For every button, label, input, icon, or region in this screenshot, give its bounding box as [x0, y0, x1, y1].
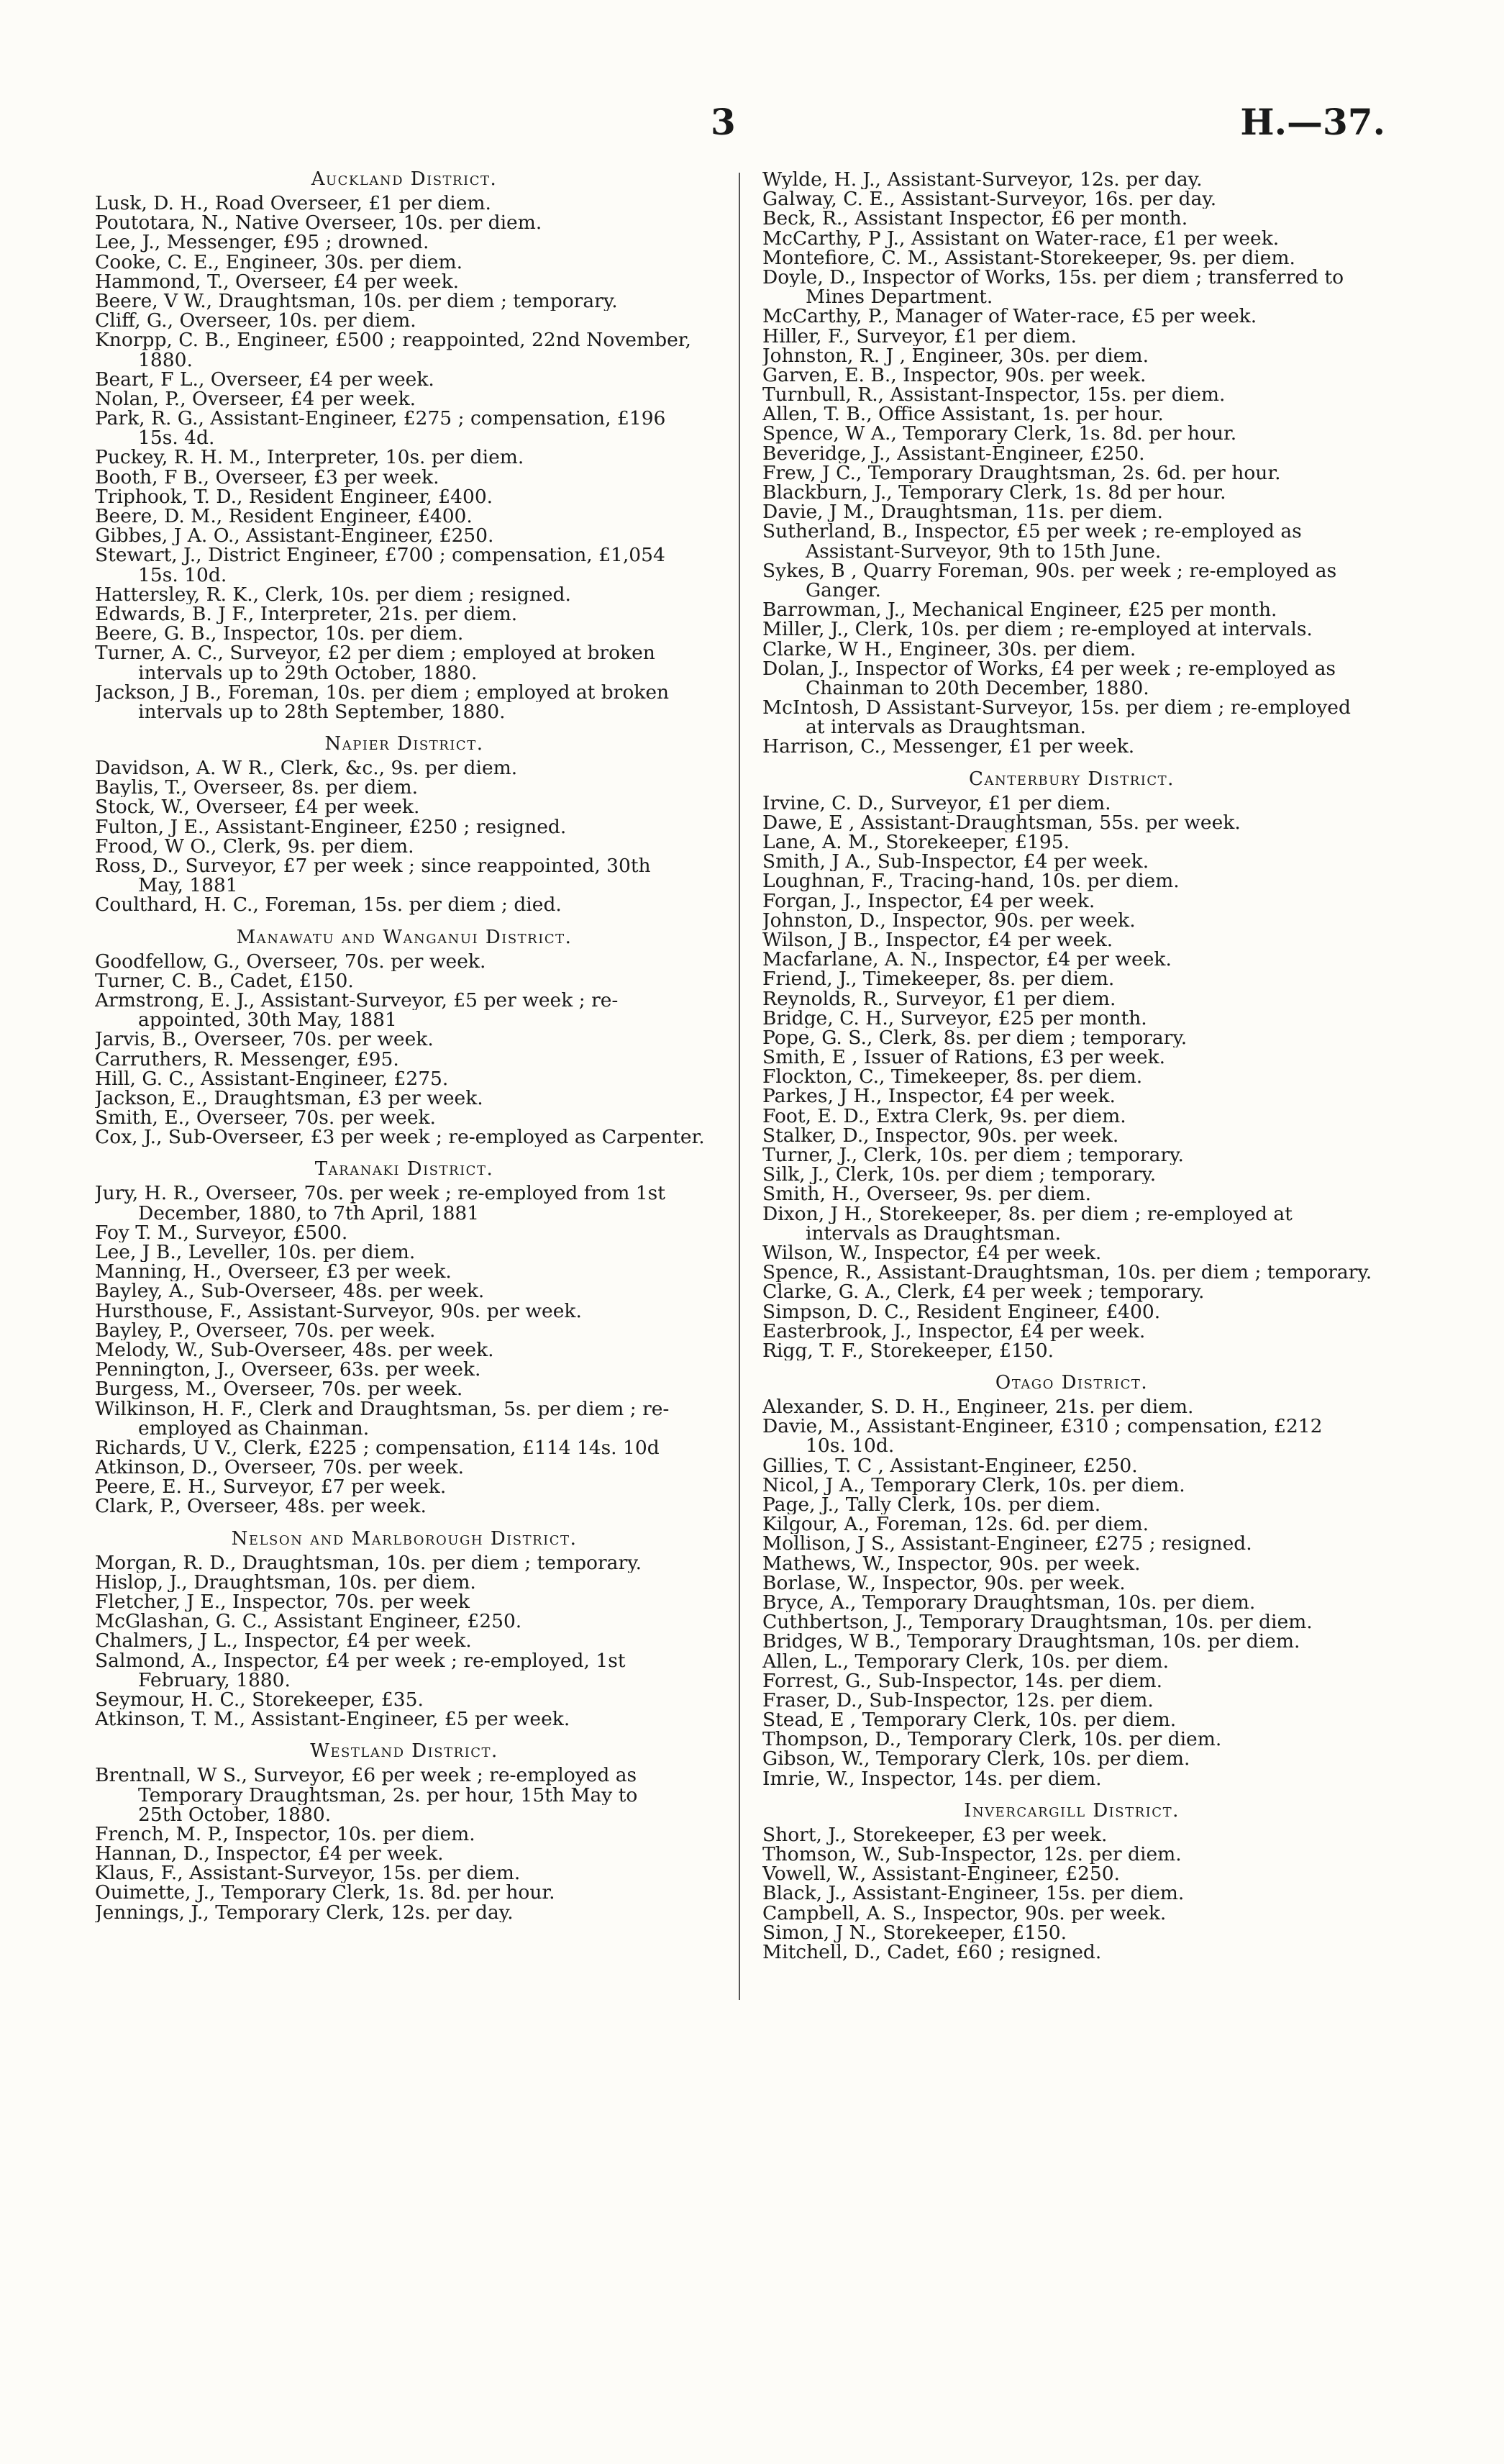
staff-entry-line: Beveridge, J., Assistant-Engineer, £250. — [762, 443, 1145, 463]
staff-entry-line: Frew, J C., Temporary Draughtsman, 2s. 6d. per hour. — [762, 463, 1281, 483]
staff-entry-line: Brentnall, W S., Surveyor, £6 per week ; re-employed as — [95, 1765, 637, 1786]
staff-entry-line: Blackburn, J., Temporary Clerk, 1s. 8d per hour. — [762, 483, 1226, 503]
staff-entry-line: McCarthy, P J., Assistant on Water-race, £1 per week. — [762, 228, 1280, 248]
staff-entry-line: Park, R. G., Assistant-Engineer, £275 ; compensation, £196 — [95, 409, 666, 429]
staff-entry-line: Stewart, J., District Engineer, £700 ; compensation, £1,054 — [95, 545, 665, 565]
district-heading: Invercargill District. — [964, 1799, 1180, 1822]
staff-entry-line: Lusk, D. H., Road Overseer, £1 per diem. — [95, 194, 491, 214]
staff-entry-line: Richards, U V., Clerk, £225 ; compensation, £114 14s. 10d — [95, 1437, 660, 1458]
staff-entry-line: Cox, J., Sub-Overseer, £3 per week ; re-employed as Carpenter. — [95, 1127, 705, 1147]
staff-entry-line: Hannan, D., Inspector, £4 per week. — [95, 1844, 444, 1864]
staff-entry-line: appointed, 30th May, 1881 — [138, 1010, 397, 1030]
staff-entry-line: Barrowman, J., Mechanical Engineer, £25 per month. — [762, 600, 1277, 620]
page-number: 3 — [711, 101, 737, 143]
staff-entry-line: Forrest, G., Sub-Inspector, 14s. per diem. — [762, 1670, 1163, 1691]
staff-entry-line: Silk, J., Clerk, 10s. per diem ; temporary. — [762, 1165, 1157, 1185]
staff-entry-line: Macfarlane, A. N., Inspector, £4 per week. — [762, 950, 1172, 970]
staff-entry-line: Assistant-Surveyor, 9th to 15th June. — [806, 541, 1162, 561]
staff-entry-line: Spence, W A., Temporary Clerk, 1s. 8d. per hour. — [762, 424, 1237, 444]
staff-entry-line: Lee, J B., Leveller, 10s. per diem. — [95, 1242, 416, 1263]
right-column — [762, 170, 1381, 1962]
staff-entry-line: Wilkinson, H. F., Clerk and Draughtsman, 5s. per diem ; re- — [95, 1399, 670, 1419]
staff-entry-line: Booth, F B., Overseer, £3 per week. — [95, 467, 439, 487]
district-section — [95, 170, 714, 722]
staff-entry-line: Gibbes, J A. O., Assistant-Engineer, £250. — [95, 526, 494, 546]
staff-entry-line: Temporary Draughtsman, 2s. per hour, 15th May to — [138, 1785, 638, 1805]
staff-entry-line: February, 1880. — [138, 1670, 291, 1690]
staff-entry-line: Jury, H. R., Overseer, 70s. per week ; re-employed from 1st — [95, 1183, 665, 1204]
staff-entry-line: Stalker, D., Inspector, 90s. per week. — [762, 1125, 1119, 1145]
staff-entry-line: Mitchell, D., Cadet, £60 ; resigned. — [762, 1942, 1102, 1963]
staff-entry-line: Davie, M., Assistant-Engineer, £310 ; compensation, £212 — [762, 1417, 1323, 1437]
district-section — [95, 928, 714, 1147]
staff-entry-line: Fulton, J E., Assistant-Engineer, £250 ; resigned. — [95, 817, 567, 837]
staff-entry-line: Ganger. — [806, 580, 881, 601]
staff-entry-line: Salmond, A., Inspector, £4 per week ; re-employed, 1st — [95, 1650, 626, 1670]
staff-entry-line: Bridge, C. H., Surveyor, £25 per month. — [762, 1008, 1147, 1028]
staff-entry-line: Stead, E , Temporary Clerk, 10s. per diem. — [762, 1710, 1177, 1730]
staff-entry-line: Mathews, W., Inspector, 90s. per week. — [762, 1553, 1141, 1573]
staff-entry-line: Smith, H., Overseer, 9s. per diem. — [762, 1184, 1092, 1204]
staff-entry-line: Alexander, S. D. H., Engineer, 21s. per diem. — [762, 1397, 1194, 1417]
staff-entry-line: Cooke, C. E., Engineer, 30s. per diem. — [95, 252, 463, 272]
staff-entry-line: intervals up to 29th October, 1880. — [138, 663, 478, 683]
staff-entry-line: Dixon, J H., Storekeeper, 8s. per diem ; re-employed at — [762, 1204, 1293, 1224]
staff-entry-line: Simpson, D. C., Resident Engineer, £400. — [762, 1301, 1161, 1322]
staff-entry-line: 25th October, 1880. — [138, 1804, 332, 1824]
staff-entry-line: Pope, G. S., Clerk, 8s. per diem ; temporary. — [762, 1027, 1188, 1048]
staff-entry-line: Wilson, J B., Inspector, £4 per week. — [762, 929, 1113, 950]
staff-entry-line: Foy T. M., Surveyor, £500. — [95, 1222, 348, 1242]
staff-entry-line: employed as Chainman. — [138, 1418, 370, 1438]
staff-entry-line: Cuthbertson, J., Temporary Draughtsman, 10s. per diem. — [762, 1612, 1313, 1632]
staff-entry-line: Beck, R., Assistant Inspector, £6 per month. — [762, 209, 1188, 229]
district-heading: Otago District. — [995, 1372, 1149, 1394]
staff-entry-line: Black, J., Assistant-Engineer, 15s. per diem. — [762, 1883, 1185, 1904]
staff-entry-line: Hammond, T., Overseer, £4 per week. — [95, 271, 460, 291]
district-section — [95, 1160, 714, 1516]
staff-entry-line: Jackson, J B., Foreman, 10s. per diem ; employed at broken — [95, 682, 670, 702]
staff-entry-line: Allen, L., Temporary Clerk, 10s. per diem. — [762, 1651, 1170, 1671]
staff-entry-line: Davie, J M., Draughtsman, 11s. per diem. — [762, 502, 1163, 522]
staff-entry-line: Galway, C. E., Assistant-Surveyor, 16s. per day. — [762, 189, 1217, 209]
staff-entry-line: Clarke, W H., Engineer, 30s. per diem. — [762, 639, 1136, 659]
staff-entry-line: Jarvis, B., Overseer, 70s. per week. — [95, 1029, 434, 1050]
staff-entry-line: Gillies, T. C , Assistant-Engineer, £250. — [762, 1455, 1138, 1476]
staff-entry-line: Sykes, B , Quarry Foreman, 90s. per week ; re-employed as — [762, 560, 1337, 581]
staff-entry-line: Loughnan, F., Tracing-hand, 10s. per diem. — [762, 871, 1180, 891]
staff-entry-line: Jennings, J., Temporary Clerk, 12s. per day. — [95, 1902, 514, 1922]
column-divider — [739, 173, 740, 2000]
staff-entry-line: Carruthers, R. Messenger, £95. — [95, 1049, 399, 1069]
staff-entry-line: Forgan, J., Inspector, £4 per week. — [762, 891, 1095, 911]
staff-entry-line: Coulthard, H. C., Foreman, 15s. per diem ; died. — [95, 895, 562, 915]
staff-entry-line: Foot, E. D., Extra Clerk, 9s. per diem. — [762, 1106, 1126, 1126]
staff-entry-line: Bayley, A., Sub-Overseer, 48s. per week. — [95, 1281, 485, 1301]
staff-entry-line: Thomson, W., Sub-Inspector, 12s. per diem. — [762, 1845, 1182, 1865]
staff-entry-line: Bayley, P., Overseer, 70s. per week. — [95, 1320, 436, 1340]
staff-entry-line: Seymour, H. C., Storekeeper, £35. — [95, 1689, 424, 1710]
staff-entry-line: Wilson, W., Inspector, £4 per week. — [762, 1242, 1102, 1263]
staff-entry-line: Dawe, E , Assistant-Draughtsman, 55s. per week. — [762, 812, 1241, 832]
staff-entry-line: Johnston, D., Inspector, 90s. per week. — [762, 910, 1136, 930]
staff-entry-line: Nicol, J A., Temporary Clerk, 10s. per diem. — [762, 1475, 1185, 1495]
staff-entry-line: Turnbull, R., Assistant-Inspector, 15s. per diem. — [762, 385, 1226, 405]
staff-entry-line: at intervals as Draughtsman. — [806, 717, 1086, 737]
district-section — [762, 1801, 1381, 1962]
staff-entry-line: Rigg, T. F., Storekeeper, £150. — [762, 1340, 1054, 1361]
staff-entry-line: Bryce, A., Temporary Draughtsman, 10s. per diem. — [762, 1592, 1256, 1613]
staff-entry-line: Atkinson, D., Overseer, 70s. per week. — [95, 1458, 465, 1478]
staff-entry-line: Beere, V W., Draughtsman, 10s. per diem ; temporary. — [95, 291, 618, 312]
staff-entry-line: Doyle, D., Inspector of Works, 15s. per diem ; transferred to — [762, 267, 1344, 288]
staff-entry-line: Klaus, F., Assistant-Surveyor, 15s. per diem. — [95, 1863, 521, 1883]
staff-entry-line: Harrison, C., Messenger, £1 per week. — [762, 737, 1135, 757]
staff-entry-line: Armstrong, E. J., Assistant-Surveyor, £5 per week ; re- — [95, 990, 619, 1011]
staff-entry-line: Fraser, D., Sub-Inspector, 12s. per diem. — [762, 1690, 1154, 1711]
district-heading: Auckland District. — [311, 168, 498, 190]
district-heading: Nelson and Marlborough District. — [231, 1527, 578, 1550]
district-section — [95, 1742, 714, 1922]
staff-entry-line: May, 1881 — [138, 876, 238, 896]
staff-entry-line: Cliff, G., Overseer, 10s. per diem. — [95, 311, 416, 331]
staff-entry-line: Beere, G. B., Inspector, 10s. per diem. — [95, 624, 464, 644]
staff-entry-line: Montefiore, C. M., Assistant-Storekeeper, 9s. per diem. — [762, 247, 1295, 268]
staff-entry-line: Easterbrook, J., Inspector, £4 per week. — [762, 1321, 1146, 1341]
district-section — [762, 170, 1381, 757]
staff-entry-line: Allen, T. B., Office Assistant, 1s. per hour. — [762, 404, 1164, 424]
staff-entry-line: Chainman to 20th December, 1880. — [806, 678, 1149, 699]
staff-entry-line: December, 1880, to 7th April, 1881 — [138, 1203, 480, 1223]
staff-entry-line: Hattersley, R. K., Clerk, 10s. per diem ; resigned. — [95, 584, 571, 604]
staff-entry-line: Melody, W., Sub-Overseer, 48s. per week. — [95, 1340, 494, 1360]
staff-entry-line: Reynolds, R., Surveyor, £1 per diem. — [762, 988, 1116, 1009]
left-column — [95, 170, 714, 1922]
district-section — [95, 1529, 714, 1729]
staff-entry-line: Triphook, T. D., Resident Engineer, £400. — [95, 486, 493, 506]
staff-entry-line: Friend, J., Timekeeper, 8s. per diem. — [762, 969, 1115, 989]
district-heading: Westland District. — [310, 1740, 498, 1763]
staff-entry-line: McCarthy, P., Manager of Water-race, £5 per week. — [762, 306, 1257, 327]
staff-entry-line: Chalmers, J L., Inspector, £4 per week. — [95, 1631, 472, 1651]
staff-entry-line: 15s. 10d. — [138, 565, 227, 585]
staff-entry-line: Atkinson, T. M., Assistant-Engineer, £5 per week. — [95, 1709, 570, 1729]
staff-entry-line: Manning, H., Overseer, £3 per week. — [95, 1262, 452, 1282]
district-section — [762, 1373, 1381, 1788]
staff-entry-line: Turner, J., Clerk, 10s. per diem ; temporary. — [762, 1145, 1184, 1165]
staff-entry-line: McGlashan, G. C., Assistant Engineer, £250. — [95, 1611, 522, 1632]
staff-entry-line: Sutherland, B., Inspector, £5 per week ; re-employed as — [762, 522, 1302, 542]
staff-entry-line: French, M. P., Inspector, 10s. per diem. — [95, 1824, 475, 1845]
staff-entry-line: Beart, F L., Overseer, £4 per week. — [95, 369, 434, 389]
staff-entry-line: Miller, J., Clerk, 10s. per diem ; re-employed at intervals. — [762, 619, 1313, 640]
staff-entry-line: Spence, R., Assistant-Draughtsman, 10s. per diem ; temporary. — [762, 1263, 1372, 1283]
staff-entry-line: Peere, E. H., Surveyor, £7 per week. — [95, 1477, 447, 1497]
staff-entry-line: Davidson, A. W R., Clerk, &c., 9s. per diem. — [95, 758, 518, 778]
staff-entry-line: 10s. 10d. — [806, 1436, 895, 1456]
staff-entry-line: Campbell, A. S., Inspector, 90s. per week. — [762, 1903, 1167, 1923]
district-section — [762, 770, 1381, 1360]
staff-entry-line: Gibson, W., Temporary Clerk, 10s. per diem. — [762, 1749, 1190, 1769]
staff-entry-line: Flockton, C., Timekeeper, 8s. per diem. — [762, 1067, 1143, 1087]
staff-entry-line: Parkes, J H., Inspector, £4 per week. — [762, 1086, 1116, 1106]
staff-entry-line: Clarke, G. A., Clerk, £4 per week ; temporary. — [762, 1282, 1205, 1302]
staff-entry-line: Imrie, W., Inspector, 14s. per diem. — [762, 1768, 1102, 1788]
staff-entry-line: Short, J., Storekeeper, £3 per week. — [762, 1824, 1108, 1845]
staff-entry-line: Thompson, D., Temporary Clerk, 10s. per diem. — [762, 1729, 1222, 1750]
staff-entry-line: 15s. 4d. — [138, 428, 215, 448]
staff-entry-line: Turner, A. C., Surveyor, £2 per diem ; employed at broken — [95, 643, 655, 663]
staff-entry-line: Morgan, R. D., Draughtsman, 10s. per diem ; temporary. — [95, 1552, 642, 1573]
document-id: H.—37. — [1240, 101, 1385, 143]
staff-entry-line: Burgess, M., Overseer, 70s. per week. — [95, 1379, 463, 1399]
staff-entry-line: Lee, J., Messenger, £95 ; drowned. — [95, 232, 429, 253]
staff-entry-line: Clark, P., Overseer, 48s. per week. — [95, 1496, 427, 1517]
staff-entry-line: Smith, E., Overseer, 70s. per week. — [95, 1108, 436, 1128]
staff-entry-line: Lane, A. M., Storekeeper, £195. — [762, 832, 1070, 853]
staff-entry-line: Vowell, W., Assistant-Engineer, £250. — [762, 1864, 1120, 1884]
staff-entry-line: Hislop, J., Draughtsman, 10s. per diem. — [95, 1572, 476, 1592]
staff-entry-line: Jackson, E., Draughtsman, £3 per week. — [95, 1088, 483, 1109]
staff-entry-line: Mines Department. — [806, 287, 993, 307]
staff-entry-line: Beere, D. M., Resident Engineer, £400. — [95, 506, 473, 527]
staff-entry-line: McIntosh, D Assistant-Surveyor, 15s. per diem ; re-employed — [762, 698, 1351, 718]
district-heading: Canterbury District. — [969, 768, 1175, 790]
staff-entry-line: Irvine, C. D., Surveyor, £1 per diem. — [762, 793, 1111, 813]
staff-entry-line: Bridges, W B., Temporary Draughtsman, 10s. per diem. — [762, 1632, 1300, 1652]
staff-entry-line: intervals as Draughtsman. — [806, 1223, 1062, 1243]
staff-entry-line: Smith, E , Issuer of Rations, £3 per week. — [762, 1047, 1165, 1068]
staff-entry-line: Ross, D., Surveyor, £7 per week ; since reappointed, 30th — [95, 856, 651, 876]
staff-entry-line: Johnston, R. J , Engineer, 30s. per diem. — [762, 345, 1149, 365]
staff-entry-line: intervals up to 28th September, 1880. — [138, 701, 506, 722]
staff-entry-line: Borlase, W., Inspector, 90s. per week. — [762, 1573, 1126, 1593]
staff-entry-line: Hiller, F., Surveyor, £1 per diem. — [762, 326, 1077, 346]
staff-entry-line: Hursthouse, F., Assistant-Surveyor, 90s. per week. — [95, 1301, 582, 1321]
staff-entry-line: Simon, J N., Storekeeper, £150. — [762, 1922, 1067, 1942]
staff-entry-line: Ouimette, J., Temporary Clerk, 1s. 8d. per hour. — [95, 1883, 555, 1903]
district-heading: Napier District. — [324, 733, 484, 755]
staff-entry-line: Kilgour, A., Foreman, 12s. 6d. per diem. — [762, 1514, 1149, 1535]
staff-entry-line: Dolan, J., Inspector of Works, £4 per week ; re-employed as — [762, 658, 1336, 678]
staff-entry-line: Knorpp, C. B., Engineer, £500 ; reappointed, 22nd November, — [95, 330, 691, 350]
staff-entry-line: Turner, C. B., Cadet, £150. — [95, 970, 354, 991]
staff-entry-line: Edwards, B. J F., Interpreter, 21s. per diem. — [95, 604, 518, 624]
staff-entry-line: Page, J., Tally Clerk, 10s. per diem. — [762, 1495, 1101, 1515]
district-heading: Manawatu and Wanganui District. — [236, 926, 573, 948]
staff-entry-line: Smith, J A., Sub-Inspector, £4 per week. — [762, 852, 1149, 872]
staff-entry-line: Fletcher, J E., Inspector, 70s. per week — [95, 1592, 470, 1612]
staff-entry-line: Mollison, J S., Assistant-Engineer, £275 ; resigned. — [762, 1534, 1252, 1554]
staff-entry-line: Goodfellow, G., Overseer, 70s. per week. — [95, 951, 486, 971]
staff-entry-line: Poutotara, N., Native Overseer, 10s. per diem. — [95, 213, 542, 233]
staff-entry-line: Stock, W., Overseer, £4 per week. — [95, 797, 420, 817]
staff-entry-line: Nolan, P., Overseer, £4 per week. — [95, 388, 416, 409]
staff-entry-line: Baylis, T., Overseer, 8s. per diem. — [95, 778, 419, 798]
district-heading: Taranaki District. — [314, 1158, 494, 1181]
staff-entry-line: Pennington, J., Overseer, 63s. per week. — [95, 1360, 481, 1380]
district-section — [95, 735, 714, 915]
staff-entry-line: Wylde, H. J., Assistant-Surveyor, 12s. per day. — [762, 170, 1203, 190]
staff-entry-line: Garven, E. B., Inspector, 90s. per week. — [762, 365, 1147, 386]
staff-entry-line: Hill, G. C., Assistant-Engineer, £275. — [95, 1068, 449, 1088]
staff-entry-line: 1880. — [138, 350, 193, 370]
staff-entry-line: Frood, W O., Clerk, 9s. per diem. — [95, 836, 414, 856]
staff-entry-line: Puckey, R. H. M., Interpreter, 10s. per diem. — [95, 447, 524, 468]
